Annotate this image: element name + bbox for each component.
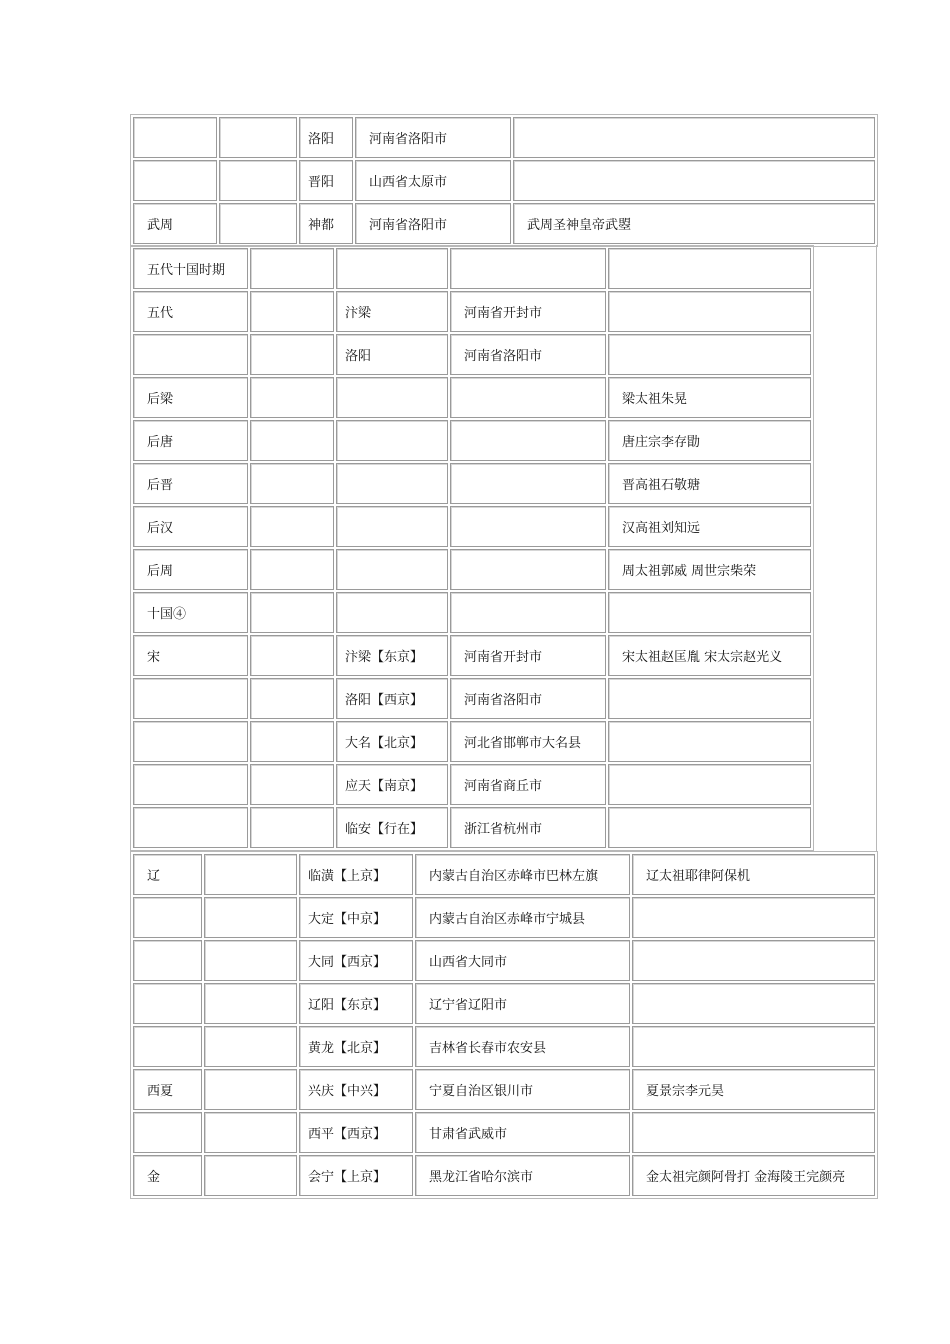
capital-cell: 汴梁【东京】	[336, 635, 448, 676]
emperor-cell: 梁太祖朱晃	[608, 377, 811, 418]
dynasty-cell	[133, 764, 248, 805]
table-row	[133, 506, 811, 547]
emperor-cell	[608, 334, 811, 375]
location-cell: 辽宁省辽阳市	[415, 983, 630, 1024]
capital-cell	[336, 377, 448, 418]
dynasty-cell: 武周	[133, 203, 217, 244]
location-cell	[450, 420, 606, 461]
blank-cell	[250, 807, 334, 848]
capital-cell	[336, 506, 448, 547]
location-cell: 黑龙江省哈尔滨市	[415, 1155, 630, 1196]
capital-cell: 临安【行在】	[336, 807, 448, 848]
blank-cell	[250, 506, 334, 547]
capital-cell: 洛阳	[299, 117, 353, 158]
table-row	[133, 160, 875, 201]
emperor-cell	[632, 983, 875, 1024]
emperor-cell: 武周圣神皇帝武曌	[513, 203, 875, 244]
capital-cell	[336, 420, 448, 461]
location-cell	[450, 592, 606, 633]
emperor-cell	[632, 897, 875, 938]
emperor-cell	[608, 592, 811, 633]
capital-table-liao-xixia-jin	[130, 851, 878, 1199]
dynasty-cell	[133, 940, 202, 981]
location-cell: 河南省洛阳市	[355, 117, 511, 158]
blank-cell	[250, 549, 334, 590]
dynasty-cell: 十国④	[133, 592, 248, 633]
capital-cell: 西平【西京】	[299, 1112, 413, 1153]
table-row	[133, 983, 875, 1024]
emperor-cell: 辽太祖耶律阿保机	[632, 854, 875, 895]
emperor-cell	[632, 1026, 875, 1067]
emperor-cell: 汉高祖刘知远	[608, 506, 811, 547]
blank-cell	[204, 1069, 297, 1110]
emperor-cell	[608, 721, 811, 762]
emperor-cell: 周太祖郭威 周世宗柴荣	[608, 549, 811, 590]
dynasty-cell	[133, 117, 217, 158]
table-row	[133, 1155, 875, 1196]
location-cell	[450, 377, 606, 418]
dynasty-cell	[133, 1026, 202, 1067]
capital-cell	[336, 592, 448, 633]
capital-cell: 汴梁	[336, 291, 448, 332]
capital-cell	[336, 549, 448, 590]
dynasty-cell	[133, 983, 202, 1024]
blank-cell	[204, 940, 297, 981]
emperor-cell	[608, 678, 811, 719]
emperor-cell	[513, 117, 875, 158]
blank-cell	[250, 635, 334, 676]
location-cell: 山西省太原市	[355, 160, 511, 201]
blank-cell	[204, 897, 297, 938]
location-cell: 河南省洛阳市	[450, 678, 606, 719]
dynasty-cell: 西夏	[133, 1069, 202, 1110]
table-row	[133, 203, 875, 244]
table-row	[133, 592, 811, 633]
location-cell: 河南省商丘市	[450, 764, 606, 805]
dynasty-cell	[133, 1112, 202, 1153]
dynasty-cell: 后唐	[133, 420, 248, 461]
dynasty-cell	[133, 334, 248, 375]
blank-cell	[219, 117, 297, 158]
dynasty-cell	[133, 721, 248, 762]
location-cell: 河南省洛阳市	[355, 203, 511, 244]
blank-cell	[204, 1155, 297, 1196]
capital-cell: 神都	[299, 203, 353, 244]
capital-cell: 应天【南京】	[336, 764, 448, 805]
emperor-cell	[513, 160, 875, 201]
table-row	[133, 248, 811, 289]
dynasty-cell: 辽	[133, 854, 202, 895]
table-row	[133, 377, 811, 418]
location-cell: 宁夏自治区银川市	[415, 1069, 630, 1110]
emperor-cell	[608, 291, 811, 332]
capital-cell: 洛阳	[336, 334, 448, 375]
location-cell: 吉林省长春市农安县	[415, 1026, 630, 1067]
table-row	[133, 420, 811, 461]
blank-cell	[250, 248, 334, 289]
blank-cell	[219, 203, 297, 244]
emperor-cell: 宋太祖赵匡胤 宋太宗赵光义	[608, 635, 811, 676]
dynasty-cell	[133, 897, 202, 938]
dynasty-cell	[133, 678, 248, 719]
dynasty-cell: 金	[133, 1155, 202, 1196]
dynasty-cell	[133, 807, 248, 848]
capital-table-tang-wuzhou	[130, 114, 878, 247]
dynasty-cell: 后周	[133, 549, 248, 590]
capital-cell: 大同【西京】	[299, 940, 413, 981]
location-cell	[450, 549, 606, 590]
blank-cell	[250, 592, 334, 633]
location-cell: 甘肃省武威市	[415, 1112, 630, 1153]
table-border-line	[876, 245, 877, 851]
blank-cell	[250, 377, 334, 418]
table-row	[133, 117, 875, 158]
capital-cell: 黄龙【北京】	[299, 1026, 413, 1067]
dynasty-cell: 宋	[133, 635, 248, 676]
table-row	[133, 807, 811, 848]
table-row	[133, 334, 811, 375]
dynasty-cell: 后梁	[133, 377, 248, 418]
capital-cell	[336, 463, 448, 504]
blank-cell	[250, 334, 334, 375]
blank-cell	[204, 1026, 297, 1067]
location-cell: 山西省大同市	[415, 940, 630, 981]
table-row	[133, 854, 875, 895]
location-cell: 河南省洛阳市	[450, 334, 606, 375]
table-row	[133, 549, 811, 590]
blank-cell	[250, 721, 334, 762]
emperor-cell	[608, 248, 811, 289]
capital-cell: 大定【中京】	[299, 897, 413, 938]
emperor-cell	[608, 807, 811, 848]
table-row	[133, 764, 811, 805]
capital-cell: 临潢【上京】	[299, 854, 413, 895]
emperor-cell	[632, 1112, 875, 1153]
location-cell: 河南省开封市	[450, 635, 606, 676]
dynasty-cell	[133, 160, 217, 201]
capital-cell	[336, 248, 448, 289]
table-row	[133, 291, 811, 332]
table-row	[133, 897, 875, 938]
blank-cell	[250, 291, 334, 332]
table-row	[133, 678, 811, 719]
table-row	[133, 635, 811, 676]
location-cell	[450, 248, 606, 289]
emperor-cell	[632, 940, 875, 981]
capital-cell: 大名【北京】	[336, 721, 448, 762]
blank-cell	[204, 1112, 297, 1153]
location-cell: 浙江省杭州市	[450, 807, 606, 848]
capital-cell: 洛阳【西京】	[336, 678, 448, 719]
emperor-cell: 晋高祖石敬瑭	[608, 463, 811, 504]
capital-cell: 晋阳	[299, 160, 353, 201]
blank-cell	[250, 420, 334, 461]
emperor-cell: 夏景宗李元昊	[632, 1069, 875, 1110]
blank-cell	[250, 463, 334, 504]
blank-cell	[250, 764, 334, 805]
location-cell	[450, 463, 606, 504]
table-row	[133, 463, 811, 504]
capital-table-five-dynasties-song	[130, 245, 814, 851]
emperor-cell: 金太祖完颜阿骨打 金海陵王完颜亮	[632, 1155, 875, 1196]
dynasty-cell: 后晋	[133, 463, 248, 504]
emperor-cell	[608, 764, 811, 805]
location-cell: 河北省邯郸市大名县	[450, 721, 606, 762]
dynasty-cell: 五代	[133, 291, 248, 332]
table-row	[133, 1069, 875, 1110]
location-cell: 内蒙古自治区赤峰市巴林左旗	[415, 854, 630, 895]
blank-cell	[204, 983, 297, 1024]
capital-cell: 会宁【上京】	[299, 1155, 413, 1196]
emperor-cell: 唐庄宗李存勖	[608, 420, 811, 461]
blank-cell	[204, 854, 297, 895]
table-row	[133, 1112, 875, 1153]
location-cell: 河南省开封市	[450, 291, 606, 332]
capital-cell: 辽阳【东京】	[299, 983, 413, 1024]
blank-cell	[219, 160, 297, 201]
table-row	[133, 1026, 875, 1067]
table-row	[133, 940, 875, 981]
table-row	[133, 721, 811, 762]
blank-cell	[250, 678, 334, 719]
capital-cell: 兴庆【中兴】	[299, 1069, 413, 1110]
location-cell: 内蒙古自治区赤峰市宁城县	[415, 897, 630, 938]
location-cell	[450, 506, 606, 547]
dynasty-cell: 后汉	[133, 506, 248, 547]
dynasty-cell: 五代十国时期	[133, 248, 248, 289]
